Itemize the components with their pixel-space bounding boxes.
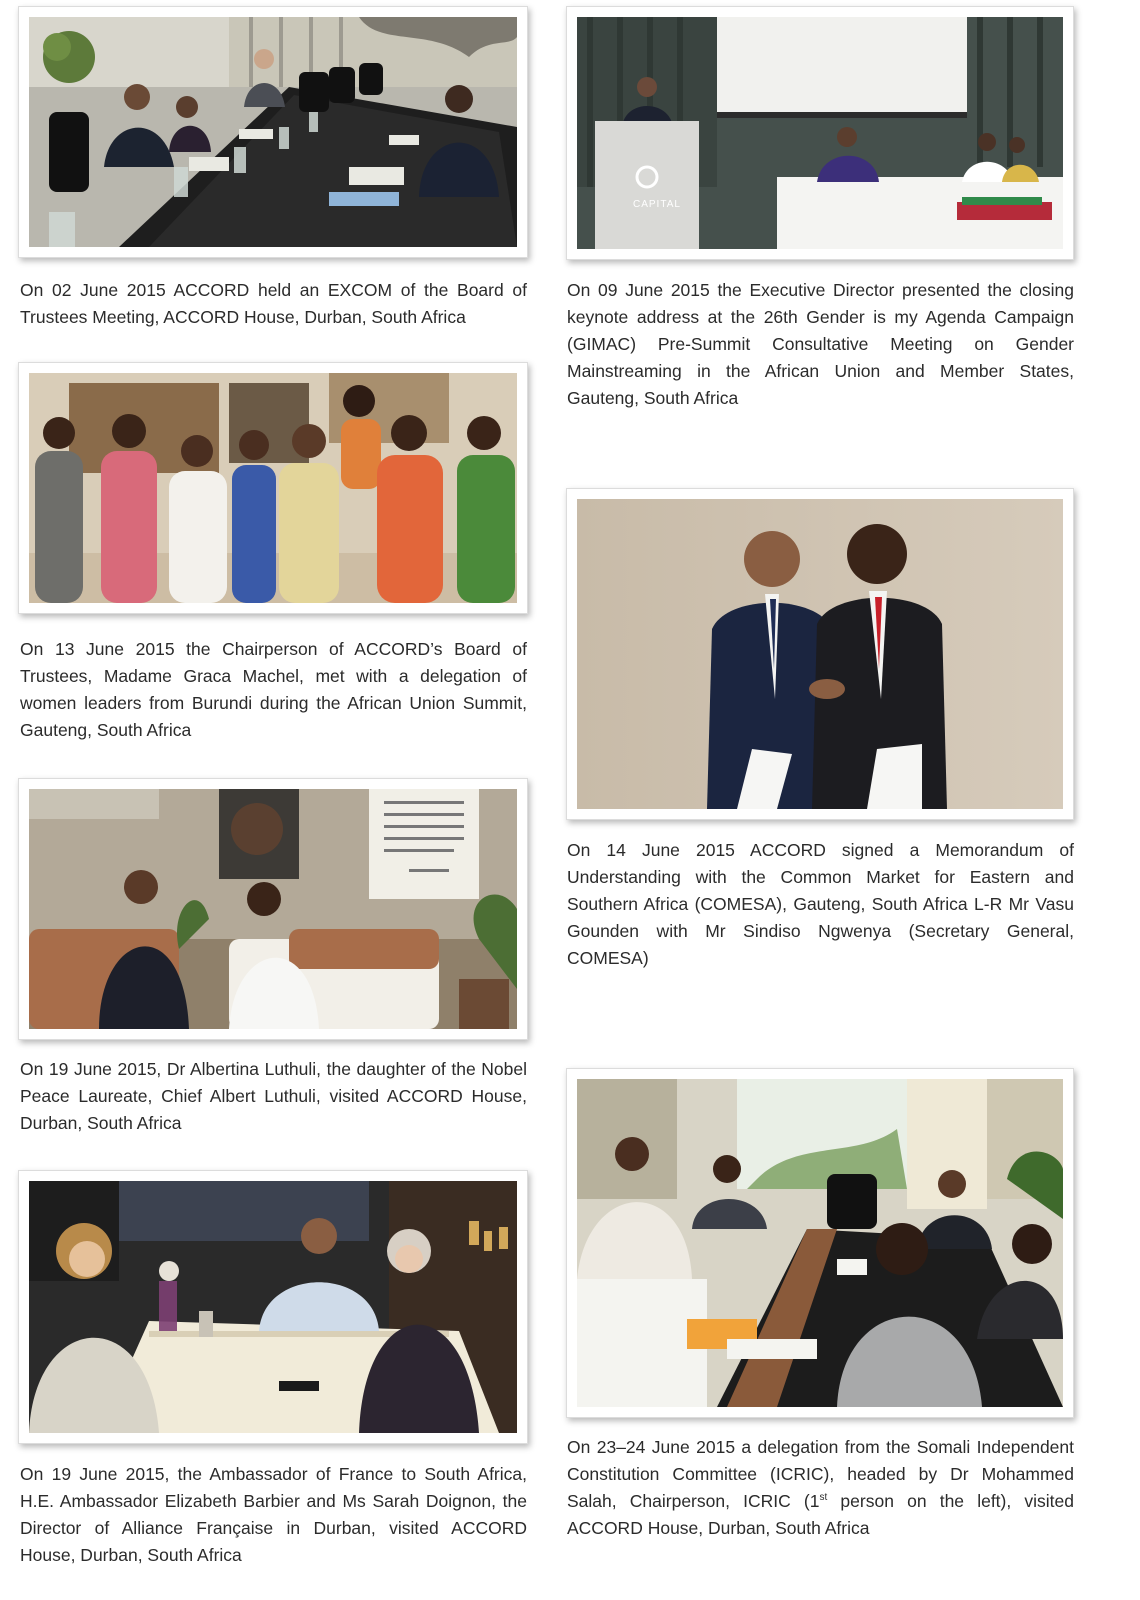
photo-caption: On 02 June 2015 ACCORD held an EXCOM of the Board of Trustees Meeting, ACCORD House, Durban, South Africa — [20, 280, 527, 327]
caption-text: person on the left), visited ACCORD House, Durban, South Africa — [567, 1491, 1074, 1538]
caption-superscript: st — [819, 1492, 828, 1504]
photo-caption: On 19 June 2015, Dr Albertina Luthuli, the daughter of the Nobel Peace Laureate, Chief Albert Luthuli, visited ACCORD House, Durban, South Africa — [20, 1059, 527, 1133]
photo-frame — [566, 6, 1074, 260]
photo-caption — [567, 1434, 1074, 1542]
women-leaders-group-photo — [29, 373, 517, 603]
ambassador-visit-photo — [29, 1181, 517, 1433]
photo-caption: On 09 June 2015 the Executive Director presented the closing keynote address at the 26th Gender is my Agenda Campaign (GIMAC) Pre-Summit Consultative Meeting on Gender Mainstreaming in the African Union and Member States, Gauteng, South Africa — [567, 280, 1074, 408]
board-meeting-photo — [29, 17, 517, 247]
podium-speech-photo — [577, 17, 1063, 249]
photo-frame — [18, 362, 528, 614]
photo-frame — [566, 1068, 1074, 1418]
podium-sign: CAPITAL — [633, 199, 681, 210]
caption-text: On 23–24 June 2015 a delegation from the Somali Independent Constitution Committee (ICRIC), headed by Dr Mohammed Salah, Chairperson, ICRIC (1 — [567, 1437, 1074, 1511]
photo-frame — [18, 778, 528, 1040]
handshake-photo — [577, 499, 1063, 809]
photo-caption: On 19 June 2015, the Ambassador of France to South Africa, H.E. Ambassador Elizabeth Barbier and Ms Sarah Doignon, the Director of Alliance Française in Durban, visited ACCORD House, Durban, South Africa — [20, 1464, 527, 1565]
photo-frame — [18, 6, 528, 258]
luthuli-visit-photo — [29, 789, 517, 1029]
photo-caption: On 14 June 2015 ACCORD signed a Memorandum of Understanding with the Common Market for Eastern and Southern Africa (COMESA), Gauteng, South Africa L-R Mr Vasu Gounden with Mr Sindiso Ngwenya (Secretary General, COMESA) — [567, 840, 1074, 968]
photo-caption: On 13 June 2015 the Chairperson of ACCORD’s Board of Trustees, Madame Graca Machel, met with a delegation of women leaders from Burundi during the African Union Summit, Gauteng, South Africa — [20, 639, 527, 740]
photo-frame — [18, 1170, 528, 1444]
photo-frame — [566, 488, 1074, 820]
somali-delegation-photo — [577, 1079, 1063, 1407]
